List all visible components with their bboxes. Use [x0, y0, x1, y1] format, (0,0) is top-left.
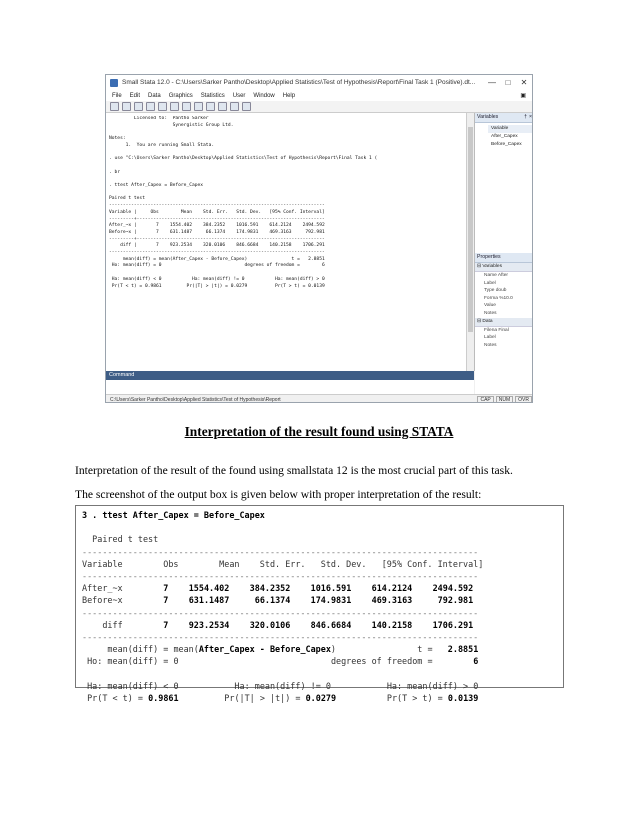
row-var: After_~x: [82, 583, 123, 594]
p-mid-label: Pr(|T| > |t|) =: [224, 693, 301, 704]
num-indicator: NUM: [496, 396, 513, 403]
row-lo: 614.2124: [371, 583, 413, 594]
property-row[interactable]: Label: [484, 280, 496, 286]
menu-data[interactable]: Data: [148, 92, 161, 99]
row-hi: 2494.592: [432, 583, 474, 594]
t-label: t =: [417, 644, 433, 655]
property-row[interactable]: Notes: [484, 342, 497, 348]
variable-item[interactable]: After_Capex: [491, 134, 518, 139]
row-obs: 7: [163, 595, 169, 606]
ha-left: Ha: mean(diff) < 0: [87, 680, 179, 691]
graph-icon[interactable]: [170, 102, 179, 111]
mean-expression: After_Capex - Before_Capex: [198, 644, 331, 655]
diff-var: diff: [102, 619, 123, 630]
results-pane: [106, 113, 475, 371]
ttest-output: 3 . ttest After_Capex = Before_Capex Paired t test ------------------------------------------------------------------------------ Variable Obs Mean Std. Err. Std. Dev. [95% Conf. Interval] ------------------------------------------------------------------------------ After_~x 7 1554.402 384.2352 1016.591 614.2124 2494.592 Before~x 7 631.1487 66.1374 174.9831 469.3163 792.981 ------------------------------------------------------------------------------ diff 7 923.2534 320.0106 846.6684 140.2158 1706.291 ------------------------------------------------------------------------------ mean(diff) = mean(After_Capex - Before_Capex) t = 2.8851 Ho: mean(diff) = 0 degrees of freedom = 6 Ha: mean(diff) < 0 Ha: mean(diff) != 0 Ha: mean(diff) > 0 Pr(T < t) = 0.9861 Pr(|T| > |t|) = 0.0279 Pr(T > t) = 0.0139: [82, 510, 484, 704]
output-box-screenshot: [75, 505, 564, 704]
results-scrollbar[interactable]: [466, 113, 474, 371]
variables-column-header: Variable: [488, 125, 533, 133]
property-row[interactable]: Label: [484, 335, 496, 341]
stata-titlebar: [106, 75, 532, 90]
menu-statistics[interactable]: Statistics: [200, 92, 225, 99]
variables-list: [475, 123, 533, 149]
null-hypothesis: Ho: mean(diff) = 0: [87, 656, 179, 667]
row-obs: 7: [163, 583, 169, 594]
df-label: degrees of freedom =: [330, 656, 433, 667]
restore-layout-icon[interactable]: ▣: [520, 93, 526, 99]
pin-icon[interactable]: †: [524, 114, 527, 120]
properties-data-label: Data: [482, 318, 493, 324]
df-value: 6: [473, 656, 479, 667]
p-right-value: 0.0139: [447, 693, 479, 704]
print-icon[interactable]: [134, 102, 143, 111]
section-heading: Interpretation of the result found using STATA: [184, 424, 454, 439]
menu-window[interactable]: Window: [253, 92, 275, 99]
do-editor-icon[interactable]: [182, 102, 191, 111]
break-icon[interactable]: [242, 102, 251, 111]
row-se: 384.2352: [249, 583, 291, 594]
paragraph-line: Interpretation of the result of the found using smallstata 12 is the most crucial part of this task.: [75, 464, 513, 477]
ovr-indicator: OVR: [515, 396, 532, 403]
p-left-label: Pr(T < t) =: [87, 693, 143, 704]
property-row[interactable]: Forma %10.0: [484, 295, 513, 301]
properties-data-group[interactable]: ⊟ Data: [475, 318, 533, 327]
properties-panel-title: Properties: [477, 254, 501, 260]
command-pane-header: [106, 371, 474, 380]
more-icon[interactable]: [230, 102, 239, 111]
stata-menubar: [106, 90, 532, 101]
property-row[interactable]: Notes: [484, 310, 497, 316]
ha-mid: Ha: mean(diff) != 0: [234, 680, 331, 691]
row-hi: 792.981: [437, 595, 474, 606]
data-editor-icon[interactable]: [194, 102, 203, 111]
p-mid-value: 0.0279: [305, 693, 337, 704]
stata-window-title: Small Stata 12.0 - C:\Users\Sarker Pantho\Desktop\Applied Statistics\Test of Hypothesis\Report\Final Task 1 (Positive).dt...: [122, 79, 476, 86]
variable-item[interactable]: Before_Capex: [491, 142, 522, 147]
menu-graphics[interactable]: Graphics: [168, 92, 193, 99]
output-title: Paired t test: [92, 534, 159, 545]
t-value: 2.8851: [447, 644, 479, 655]
properties-variables-group[interactable]: ⊟ Variables: [475, 263, 533, 272]
p-right-label: Pr(T > t) =: [386, 693, 443, 704]
variables-manager-icon[interactable]: [218, 102, 227, 111]
mean-suffix: ): [330, 644, 337, 655]
menu-user[interactable]: User: [232, 92, 246, 99]
row-se: 66.1374: [254, 595, 291, 606]
stata-window-screenshot: [105, 74, 533, 403]
property-row[interactable]: Filena Final: [484, 327, 509, 333]
properties-panel-header: [475, 253, 533, 263]
properties-panel: [475, 253, 533, 349]
stata-toolbar: [106, 101, 532, 113]
save-icon[interactable]: [122, 102, 131, 111]
diff-mean: 923.2534: [188, 619, 230, 630]
cap-indicator: CAP: [477, 396, 493, 403]
open-icon[interactable]: [110, 102, 119, 111]
diff-obs: 7: [163, 619, 169, 630]
row-lo: 469.3163: [371, 595, 413, 606]
paragraph-line: The screenshot of the output box is given below with proper interpretation of the result:: [75, 487, 482, 501]
command-line: 3 . ttest After_Capex = Before_Capex: [82, 510, 265, 520]
row-sd: 1016.591: [310, 583, 352, 594]
row-mean: 631.1487: [188, 595, 230, 606]
maximize-icon[interactable]: □: [505, 78, 511, 87]
ha-right: Ha: mean(diff) > 0: [386, 680, 479, 691]
variables-panel-header: [475, 113, 533, 123]
results-text: Licensed to: Pantho Sarker Synergistic Group Ltd. Notes: 1. You are running Small Stata. . use "C:\Users\Sarker Pantho\Desktop\Applied Statistics\Test of Hypothesis\Report\Final Task 1 ( . br . ttest After_Capex = Before_Capex Paired t test ------------------------------------------------------------------------------ Variable | Obs Mean Std. Err. Std. Dev. [95% Conf. Interval] ---------+-------------------------------------------------------------------- After_~x | 7 1554.402 384.2352 1016.591 614.2124 2494.592 Before~x | 7 631.1487 66.1374 174.9831 469.3163 792.981 ---------+-------------------------------------------------------------------- diff | 7 923.2534 320.0106 846.6684 140.2158 1706.291 ------------------------------------------------------------------------------ mean(diff) = mean(After_Capex - Before_Capex) t = 2.8851 Ho: mean(diff) = 0 degrees of freedom = 6 Ha: mean(diff) < 0 Ha: mean(diff) != 0 Ha: mean(diff) > 0 Pr(T < t) = 0.9861 Pr(|T| > |t|) = 0.0279 Pr(T > t) = 0.0139: [109, 116, 378, 289]
diff-hi: 1706.291: [432, 619, 474, 630]
minimize-icon[interactable]: —: [488, 78, 496, 87]
properties-variables-label: Variables: [482, 264, 503, 269]
close-icon[interactable]: ✕: [520, 78, 528, 87]
log-icon[interactable]: [146, 102, 155, 111]
menu-file[interactable]: File: [112, 92, 122, 99]
row-var: Before~x: [82, 595, 123, 606]
p-left-value: 0.9861: [148, 693, 179, 704]
diff-se: 320.0106: [249, 619, 291, 630]
scrollbar-thumb[interactable]: [468, 127, 473, 332]
working-directory: C:\Users\Sarker Pantho\Desktop\Applied Statistics\Test of Hypothesis\Report: [110, 397, 281, 403]
body-paragraph: [75, 459, 575, 506]
property-row[interactable]: Value: [484, 303, 496, 309]
mean-prefix: mean(diff) = mean(: [107, 644, 199, 655]
diff-lo: 140.2158: [371, 619, 413, 630]
row-mean: 1554.402: [188, 583, 230, 594]
output-header: Variable Obs Mean Std. Err. Std. Dev. [95% Conf. Interval]: [82, 558, 484, 569]
data-browser-icon[interactable]: [206, 102, 215, 111]
diff-sd: 846.6684: [310, 619, 352, 630]
stata-statusbar: [106, 394, 533, 403]
command-label: Command: [109, 372, 135, 378]
viewer-icon[interactable]: [158, 102, 167, 111]
property-row[interactable]: Type doub: [484, 288, 507, 294]
panel-close-icon[interactable]: ×: [528, 114, 532, 120]
property-row[interactable]: Name After: [484, 273, 508, 278]
right-panels: [475, 113, 533, 394]
menu-edit[interactable]: Edit: [129, 92, 141, 99]
row-sd: 174.9831: [310, 595, 352, 606]
command-input[interactable]: [106, 380, 474, 394]
variables-panel-title: Variables: [477, 114, 499, 120]
menu-help[interactable]: Help: [282, 92, 296, 99]
stata-app-icon: [110, 79, 118, 87]
